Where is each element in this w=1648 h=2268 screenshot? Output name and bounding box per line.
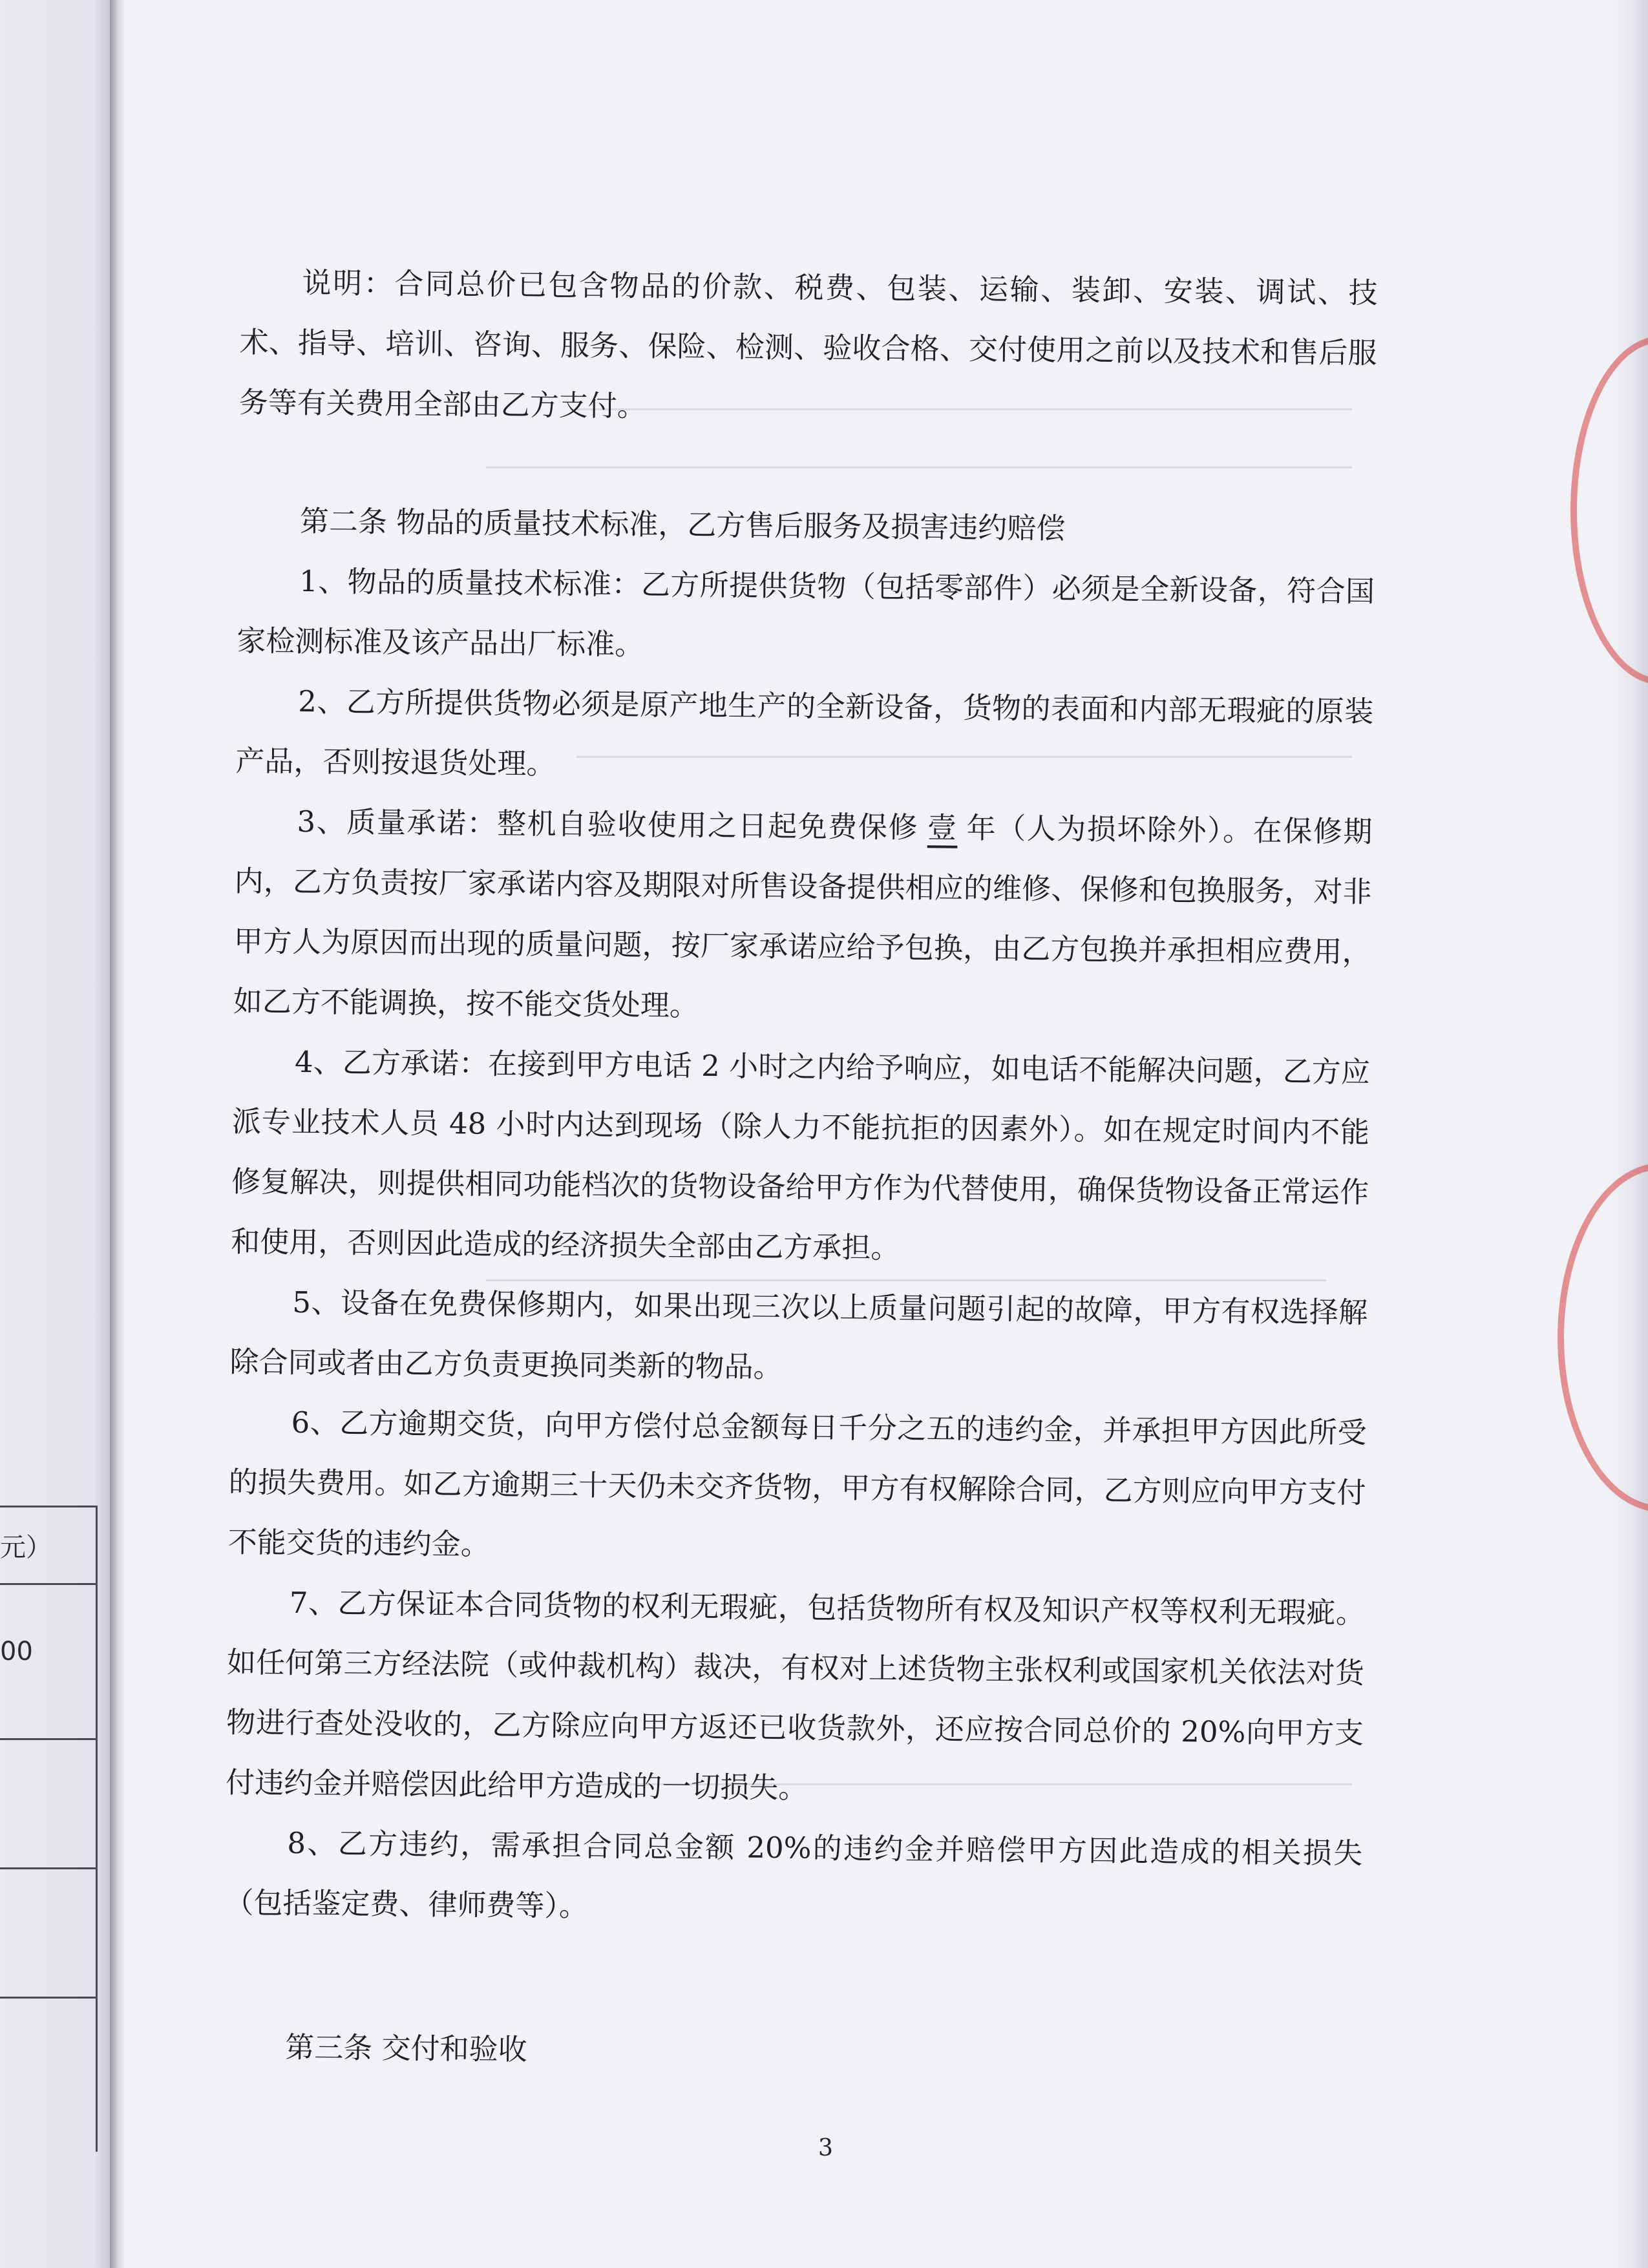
table-row [0,1506,96,1585]
clause-2-7: 7、乙方保证本合同货物的权利无瑕疵，包括货物所有权及知识产权等权利无瑕疵。如任何第三方经法院（或仲裁机构）裁决，有权对上述货物主张权利或国家机关依法对货物进行查处没收的，乙方除应向甲方返还已收货款外，还应按合同总价的 20%向甲方支付违约金并赔偿因此给甲方造成的一切损失。 [226,1585,1366,1805]
red-seal-ring-bottom [1558,1163,1648,1512]
table-row [0,1997,96,2154]
red-seal-ring-top [1570,336,1648,685]
section-2-title: 第二条 物品的质量技术标准，乙方售后服务及损害违约赔偿 [299,503,1066,546]
clause-2-6: 6、乙方逾期交货，向甲方偿付总金额每日千分之五的违约金，并承担甲方因此所受的损失费用。如乙方逾期三十天仍未交齐货物，甲方有权解除合同，乙方则应向甲方支付不能交货的违约金。 [227,1405,1367,1562]
previous-page-edge [0,0,110,2268]
table-row [0,1738,96,1869]
clause-2-8: 8、乙方违约，需承担合同总金额 20%的违约金并赔偿甲方因此造成的相关损失（包括鉴定费、律师费等）。 [224,1825,1363,1924]
previous-page-table-fragment [0,1506,98,2152]
table-row [0,1583,96,1740]
clause-2-3-suffix: 年（人为损坏除外）。在保修期内，乙方负责按厂家承诺内容及期限对所售设备提供相应的维修、保修和包换服务，对非甲方人为原因而出现的质量问题，按厂家承诺应给予包换，由乙方包换并承担相应费用，如乙方不能调换，按不能交货处理。 [233,810,1373,1023]
clause-2-3 [233,791,1372,1042]
table-cell-value: 00 [0,1637,33,1666]
warranty-years-field: 壹 [927,810,958,845]
clause-2-5: 5、设备在免费保修期内，如果出现三次以上质量问题引起的故障，甲方有权选择解除合同或者由乙方负责更换同类新的物品。 [229,1285,1368,1385]
clause-2-4: 4、乙方承诺：在接到甲方电话 2 小时之内给予响应，如电话不能解决问题，乙方应派专业技术人员 48 小时内达到现场（除人力不能抗拒的因素外）。如在规定时间内不能修复解决，则提供相同功能档次的货物设备给甲方作为代替使用，确保货物设备正常运作和使用，否则因此造成的经济损失全部由乙方承担。 [231,1044,1371,1265]
section-3-title: 第三条 交付和验收 [285,2030,527,2067]
clause-2-3-prefix: 3、质量承诺：整机自验收使用之日起免费保修 [297,804,919,845]
contract-body [223,252,1378,2088]
table-cell-unit: 元） [0,1533,52,1562]
page-number: 3 [818,2135,833,2161]
fee-note-paragraph: 说明：合同总价已包含物品的价款、税费、包装、运输、装卸、安装、调试、技术、指导、培训、咨询、服务、保险、检测、验收合格、交付使用之前以及技术和售后服务等有关费用全部由乙方支付。 [238,265,1378,424]
clause-2-2: 2、乙方所提供货物必须是原产地生产的全新设备，货物的表面和内部无瑕疵的原装产品，否则按退货处理。 [235,684,1374,781]
binding-gutter [110,0,124,2268]
clause-2-1: 1、物品的质量技术标准：乙方所提供货物（包括零部件）必须是全新设备，符合国家检测标准及该产品出厂标准。 [236,563,1375,662]
table-row [0,1867,96,1999]
